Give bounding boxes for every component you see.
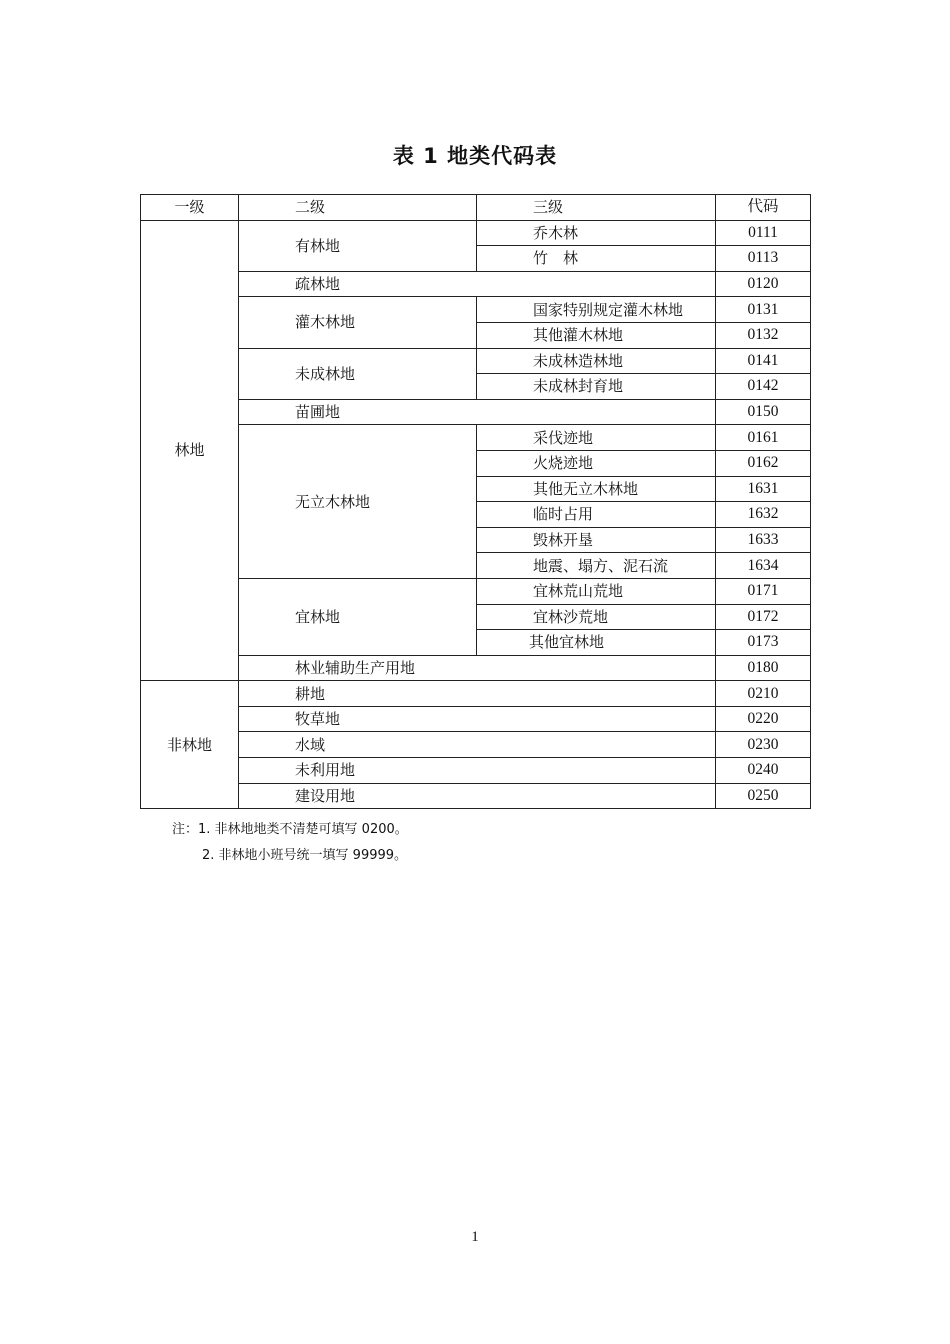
- level3-cell: 毁林开垦: [477, 527, 716, 553]
- table-row: [141, 783, 811, 809]
- level3-cell: 未成林封育地: [477, 374, 716, 400]
- level3-cell: 宜林荒山荒地: [477, 578, 716, 604]
- level3-cell: 其他无立木林地: [477, 476, 716, 502]
- code-cell: 0172: [716, 604, 811, 630]
- code-cell: 0131: [716, 297, 811, 323]
- code-cell: 0161: [716, 425, 811, 451]
- code-cell: 0171: [716, 578, 811, 604]
- table-row: [141, 758, 811, 784]
- code-cell: 1632: [716, 502, 811, 528]
- code-cell: 0250: [716, 783, 811, 809]
- table-row: [141, 655, 811, 681]
- code-cell: 0142: [716, 374, 811, 400]
- header-level2: 二级: [239, 195, 477, 221]
- table-row: [141, 706, 811, 732]
- code-cell: 0230: [716, 732, 811, 758]
- page-title: 表 1 地类代码表: [392, 144, 558, 168]
- header-code: 代码: [716, 195, 811, 221]
- code-cell: 0162: [716, 450, 811, 476]
- note-1: 注：1. 非林地地类不清楚可填写 0200。: [172, 822, 408, 837]
- level3-cell: 宜林沙荒地: [477, 604, 716, 630]
- level3-cell: 乔木林: [477, 220, 716, 246]
- level2-cell: 未利用地: [239, 758, 716, 784]
- header-level3: 三级: [477, 195, 716, 221]
- level2-cell: 未成林地: [239, 348, 477, 399]
- code-cell: 1631: [716, 476, 811, 502]
- page-number: 1: [471, 1229, 479, 1245]
- code-cell: 0120: [716, 271, 811, 297]
- code-cell: 0132: [716, 322, 811, 348]
- level2-cell: 灌木林地: [239, 297, 477, 348]
- table-row: [141, 399, 811, 425]
- level2-cell: 苗圃地: [239, 399, 716, 425]
- table-row: [141, 732, 811, 758]
- code-cell: 1633: [716, 527, 811, 553]
- table-row: [141, 578, 811, 604]
- code-cell: 0111: [716, 220, 811, 246]
- level3-cell: 其他宜林地: [477, 630, 716, 656]
- table-row: [141, 425, 811, 451]
- code-cell: 1634: [716, 553, 811, 579]
- table-notes: [172, 820, 408, 872]
- table-row: [141, 297, 811, 323]
- header-level1: 一级: [141, 195, 239, 221]
- table-row: [141, 271, 811, 297]
- level3-cell: 国家特别规定灌木林地: [477, 297, 716, 323]
- level3-cell: 其他灌木林地: [477, 322, 716, 348]
- code-cell: 0210: [716, 681, 811, 707]
- code-cell: 0141: [716, 348, 811, 374]
- code-cell: 0180: [716, 655, 811, 681]
- code-cell: 0113: [716, 246, 811, 272]
- table-row: [141, 220, 811, 246]
- level2-cell: 宜林地: [239, 578, 477, 655]
- level3-cell: 采伐迹地: [477, 425, 716, 451]
- table-row: [141, 348, 811, 374]
- level2-cell: 水域: [239, 732, 716, 758]
- code-cell: 0240: [716, 758, 811, 784]
- level3-cell: 未成林造林地: [477, 348, 716, 374]
- level1-forest: 林地: [141, 220, 239, 681]
- table-header-row: [141, 195, 811, 221]
- level3-cell: 地震、塌方、泥石流: [477, 553, 716, 579]
- level2-cell: 疏林地: [239, 271, 716, 297]
- level3-cell: 火烧迹地: [477, 450, 716, 476]
- level2-cell: 牧草地: [239, 706, 716, 732]
- code-cell: 0173: [716, 630, 811, 656]
- level1-nonforest: 非林地: [141, 681, 239, 809]
- code-cell: 0150: [716, 399, 811, 425]
- land-type-code-table: [140, 194, 811, 809]
- code-cell: 0220: [716, 706, 811, 732]
- note-2: 2. 非林地小班号统一填写 99999。: [202, 848, 408, 863]
- level3-cell: 竹 林: [477, 246, 716, 272]
- level2-cell: 无立木林地: [239, 425, 477, 579]
- level2-cell: 耕地: [239, 681, 716, 707]
- level2-cell: 建设用地: [239, 783, 716, 809]
- table-row: [141, 681, 811, 707]
- level2-cell: 林业辅助生产用地: [239, 655, 716, 681]
- level2-cell: 有林地: [239, 220, 477, 271]
- level3-cell: 临时占用: [477, 502, 716, 528]
